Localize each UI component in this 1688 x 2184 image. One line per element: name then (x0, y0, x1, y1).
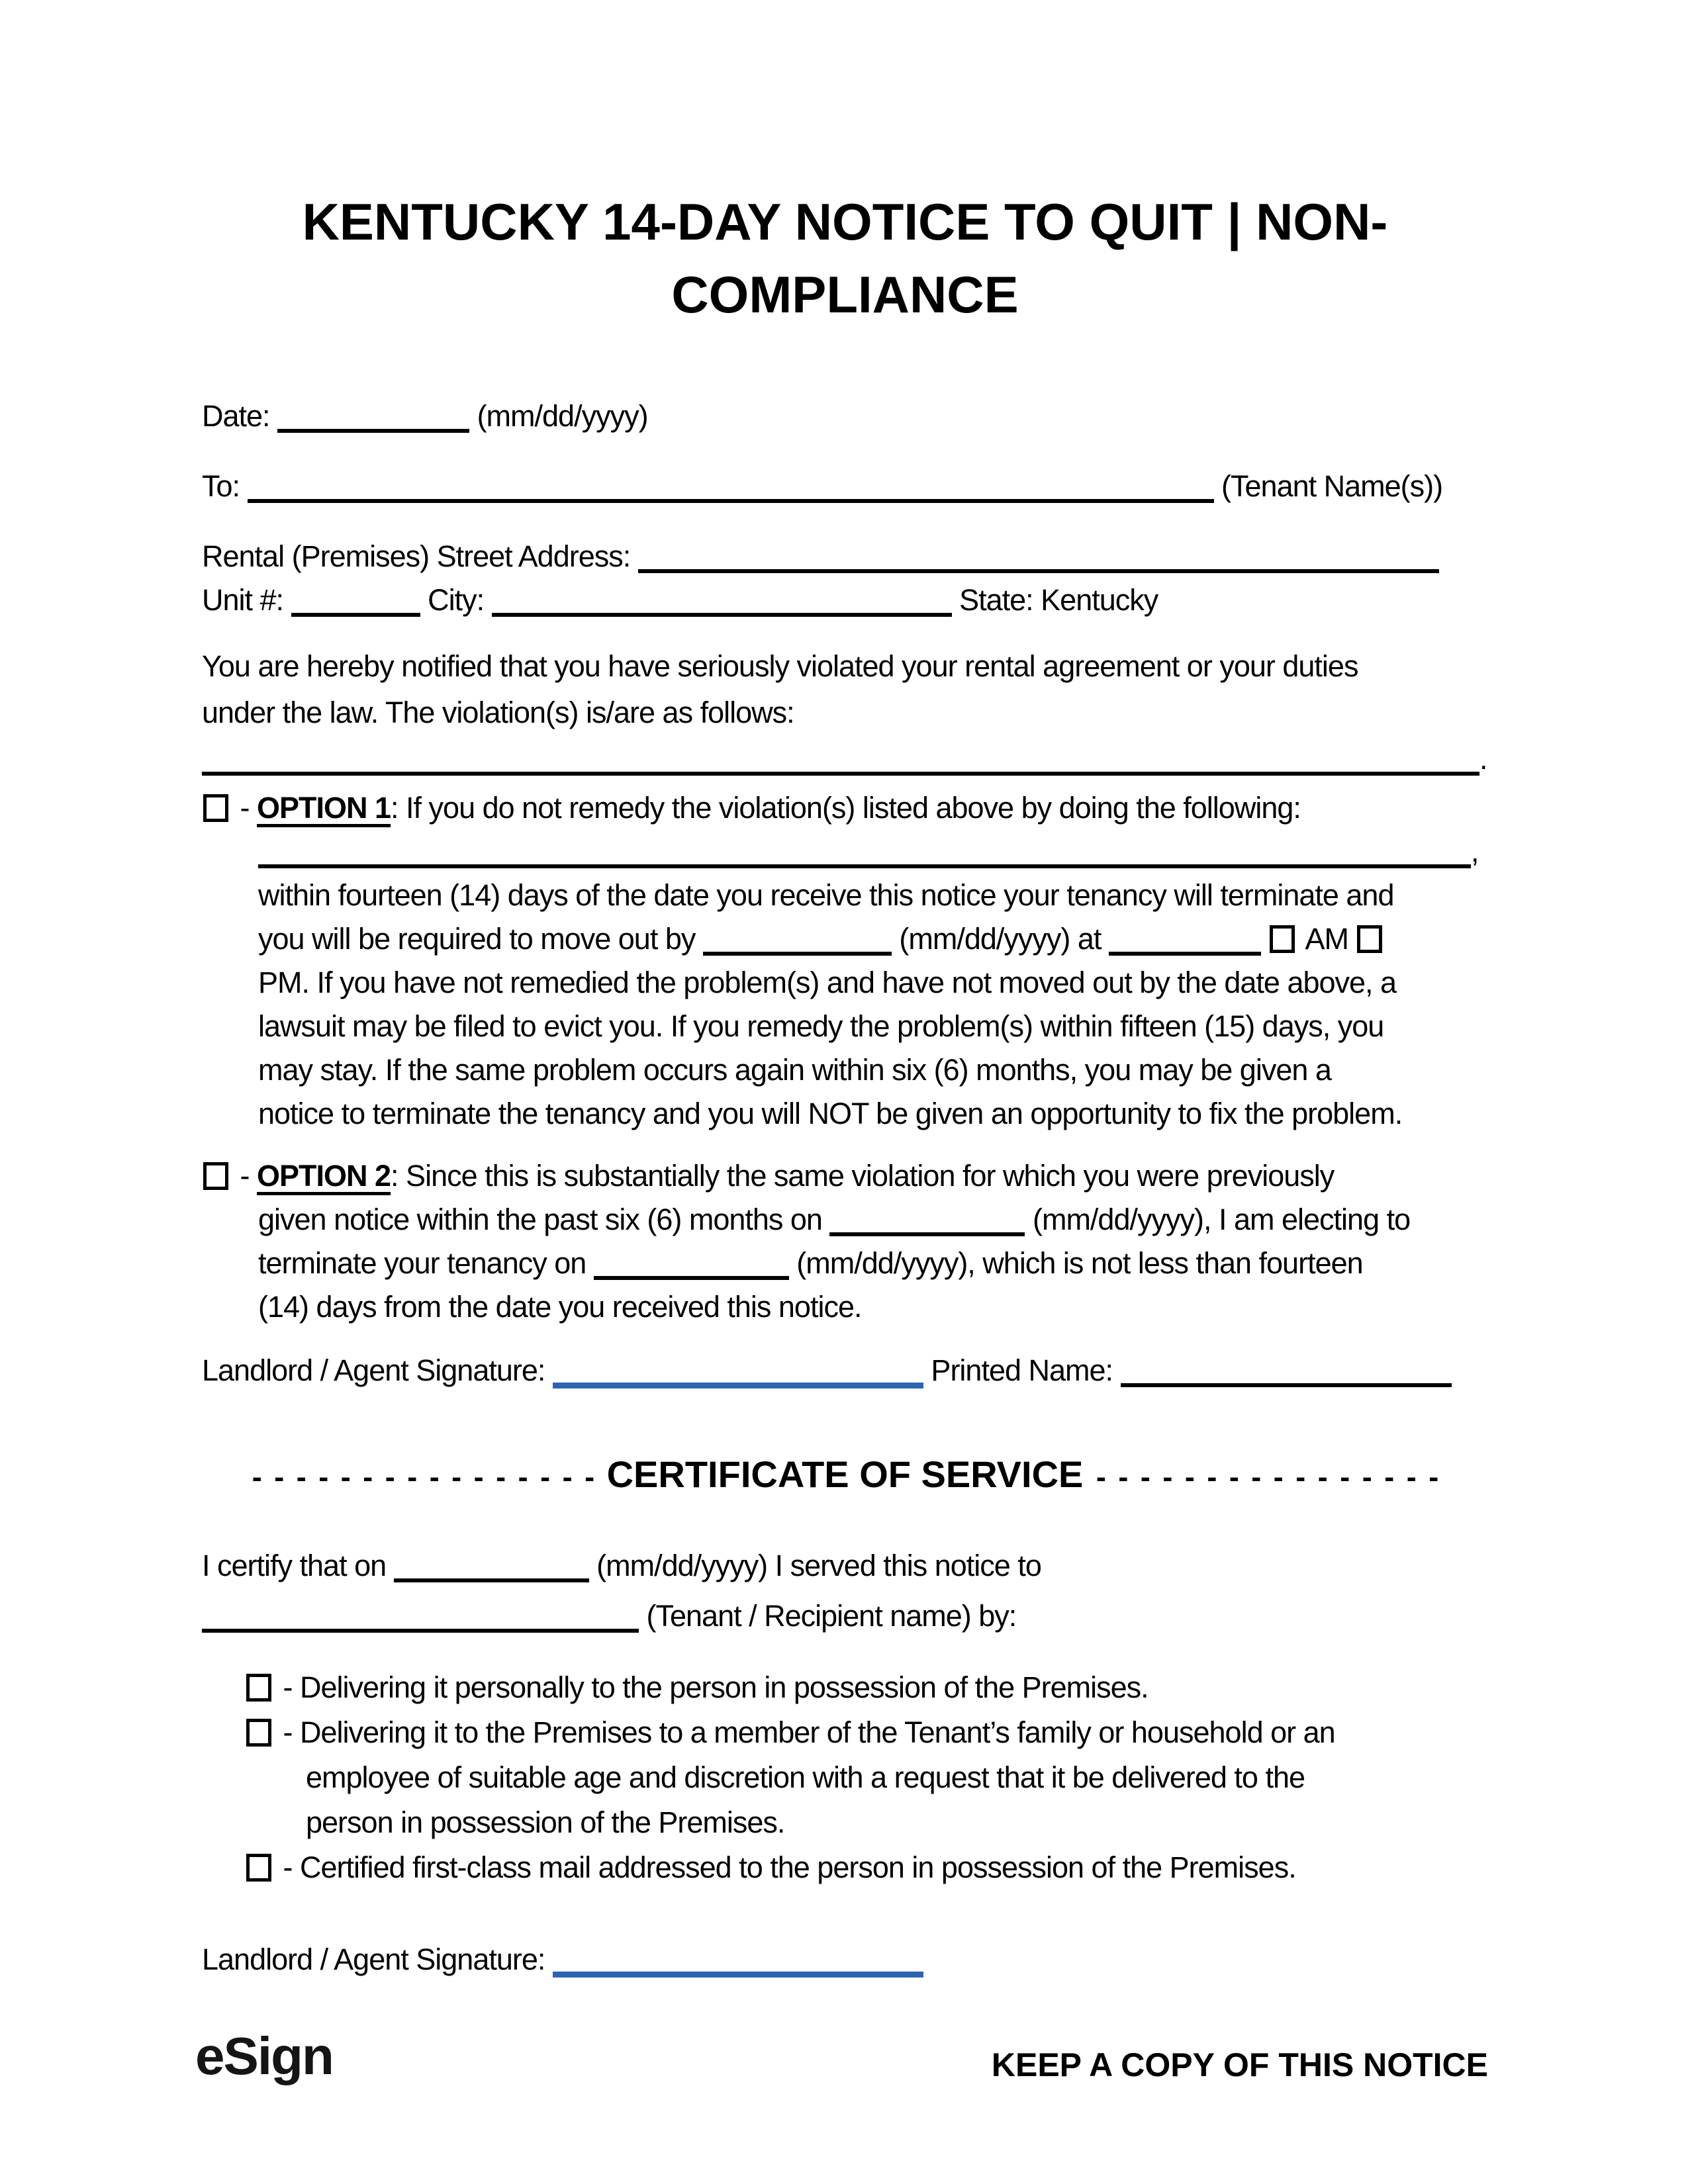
text-segment: may stay. If the same problem occurs again within six (6) months, you may be given a (258, 1053, 1331, 1087)
text-segment: Rental (Premises) Street Address: (202, 539, 638, 573)
option2-paragraph (202, 1154, 1488, 1329)
page-title-line1: KENTUCKY 14-DAY NOTICE TO QUIT | NON- (302, 193, 1388, 251)
checkbox-icon[interactable] (1270, 925, 1295, 953)
violation-text-line (202, 690, 1488, 736)
text-segment: (mm/dd/yyyy) at (891, 922, 1109, 956)
blank-input-line[interactable] (594, 1246, 789, 1280)
text-segment: OPTION 1 (257, 791, 391, 825)
text-segment: (Tenant / Recipient name) by: (639, 1599, 1017, 1633)
text-segment: PM. If you have not remedied the problem(s) and have not moved out by the date above, a (258, 966, 1397, 999)
text-segment: - - - - - - - - - - - - - - - - (1083, 1460, 1438, 1494)
text-segment: (Tenant Name(s)) (1213, 469, 1443, 503)
service-method-family (202, 1710, 1488, 1755)
text-segment: person in possession of the Premises. (306, 1805, 785, 1839)
final-signature-row (202, 1938, 1488, 1981)
text-segment: - Delivering it to the Premises to a member of the Tenant’s family or household or an (275, 1715, 1335, 1749)
option1-paragraph (202, 786, 1488, 1136)
text-segment: (mm/dd/yyyy) (469, 399, 648, 433)
service-method-family-wrap (202, 1800, 1488, 1845)
text-segment: terminate your tenancy on (258, 1246, 594, 1280)
text-segment: (mm/dd/yyyy), I am electing to (1025, 1203, 1411, 1236)
text-segment: State: Kentucky (951, 583, 1158, 617)
text-segment: you will be required to move out by (258, 922, 703, 956)
blank-input-line[interactable] (638, 539, 1439, 573)
page-title (202, 185, 1488, 331)
text-segment: notice to terminate the tenancy and you will NOT be given an opportunity to fix the problem. (258, 1097, 1403, 1130)
text-segment: Landlord / Agent Signature: (202, 1353, 553, 1387)
certificate-paragraph (202, 1541, 1488, 1641)
option1-text-line (202, 1092, 1488, 1136)
blank-input-line[interactable] (829, 1202, 1025, 1236)
signature-input-line[interactable] (553, 1941, 923, 1978)
text-segment: City: (420, 583, 492, 617)
option1-blank-line (202, 830, 1488, 874)
text-segment: : Since this is substantially the same violation for which you were previously (391, 1159, 1335, 1193)
certify-date-line (202, 1541, 1488, 1591)
violation-paragraph (202, 643, 1488, 782)
rental-address-line (202, 535, 1488, 578)
certificate-of-service-header (202, 1451, 1488, 1498)
blank-input-line[interactable] (277, 398, 469, 433)
text-segment: - (232, 791, 257, 825)
text-segment: CERTIFICATE OF SERVICE (606, 1453, 1084, 1495)
blank-input-line[interactable] (202, 741, 1479, 776)
page-title-line2: COMPLIANCE (671, 265, 1019, 324)
text-segment: : If you do not remedy the violation(s) listed above by doing the following: (391, 791, 1301, 825)
text-segment: AM (1299, 922, 1356, 956)
option1-text-line (202, 874, 1488, 917)
text-segment: (14) days from the date you received this notice. (258, 1290, 862, 1324)
option1-moveout-line (202, 917, 1488, 961)
checkbox-icon[interactable] (246, 1854, 271, 1882)
option2-text-line (202, 1285, 1488, 1329)
service-methods (202, 1665, 1488, 1890)
text-segment: Date: (202, 399, 278, 433)
text-segment: employee of suitable age and discretion with a request that it be delivered to the (306, 1760, 1305, 1794)
text-segment: within fourteen (14) days of the date you receive this notice your tenancy will terminate and (258, 878, 1394, 912)
text-segment: I certify that on (202, 1549, 394, 1582)
blank-input-line[interactable] (258, 834, 1471, 868)
keep-copy-notice: KEEP A COPY OF THIS NOTICE (991, 2046, 1488, 2083)
text-segment: - Delivering it personally to the person in possession of the Premises. (275, 1670, 1149, 1704)
checkbox-icon[interactable] (246, 1719, 271, 1747)
option2-heading-line (202, 1154, 1488, 1198)
service-method-family-wrap (202, 1755, 1488, 1800)
option1-text-line (202, 1005, 1488, 1048)
checkbox-icon[interactable] (203, 794, 228, 822)
service-method-mail (202, 1845, 1488, 1890)
text-segment: (mm/dd/yyyy), which is not less than fourteen (788, 1246, 1363, 1280)
option1-text-line (202, 1048, 1488, 1092)
text-segment: under the law. The violation(s) is/are as follows: (202, 696, 794, 729)
blank-input-line[interactable] (703, 921, 892, 956)
violation-blank-line (202, 736, 1488, 782)
text-segment (1261, 922, 1269, 956)
option2-text-line (202, 1198, 1488, 1242)
text-segment: Unit #: (202, 583, 291, 617)
text-segment: . (1479, 742, 1487, 776)
option2-text-line (202, 1242, 1488, 1285)
blank-input-line[interactable] (492, 582, 952, 617)
esign-logo: eSign (195, 2026, 333, 2085)
date-line (202, 394, 1488, 438)
checkbox-icon[interactable] (246, 1674, 271, 1702)
blank-input-line[interactable] (202, 1598, 639, 1633)
text-segment: Landlord / Agent Signature: (202, 1942, 553, 1976)
checkbox-icon[interactable] (1357, 925, 1382, 953)
landlord-signature-row (202, 1349, 1488, 1392)
unit-city-state-line (202, 578, 1488, 622)
blank-input-line[interactable] (291, 582, 420, 617)
to-line (202, 465, 1488, 508)
blank-input-line[interactable] (1121, 1353, 1452, 1387)
text-segment: - Certified first-class mail addressed to the person in possession of the Premises. (275, 1850, 1296, 1884)
text-segment: You are hereby notified that you have seriously violated your rental agreement or your duties (202, 649, 1358, 683)
text-segment: - (232, 1159, 257, 1193)
text-segment: Printed Name: (923, 1353, 1121, 1387)
text-segment: (mm/dd/yyyy) I served this notice to (588, 1549, 1041, 1582)
text-segment: OPTION 2 (257, 1159, 391, 1193)
option1-heading-line (202, 786, 1488, 830)
blank-input-line[interactable] (248, 469, 1214, 503)
checkbox-icon[interactable] (203, 1162, 228, 1190)
violation-text-line (202, 643, 1488, 690)
text-segment: - - - - - - - - - - - - - - - - (252, 1460, 607, 1494)
text-segment: , (1471, 835, 1479, 868)
blank-input-line[interactable] (394, 1548, 589, 1582)
option1-text-line (202, 961, 1488, 1005)
signature-input-line[interactable] (553, 1352, 923, 1388)
service-method-personal (202, 1665, 1488, 1710)
recipient-name-line (202, 1591, 1488, 1641)
blank-input-line[interactable] (1109, 921, 1261, 956)
text-segment: To: (202, 469, 248, 503)
text-segment: lawsuit may be filed to evict you. If you remedy the problem(s) within fifteen (15) days, you (258, 1009, 1384, 1043)
text-segment: given notice within the past six (6) months on (258, 1203, 830, 1236)
